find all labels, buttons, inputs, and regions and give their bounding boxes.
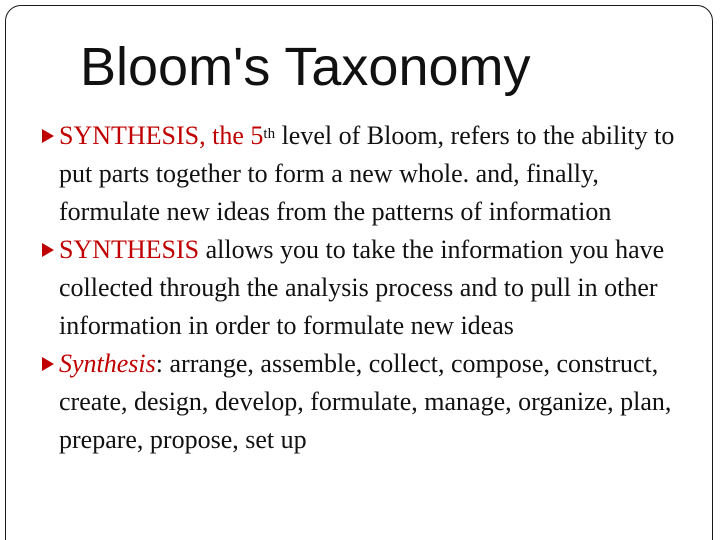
- bullet-item-3: [24, 345, 704, 459]
- bullet-3-keyword: Synthesis: [59, 349, 156, 378]
- bullet-3-text: : arrange, assemble, collect, compose, construct, create, design, develop, formulate, manage, organize, plan, prepare, propose, set up: [59, 349, 672, 454]
- red-triangle-bullet-icon: [42, 243, 54, 257]
- bullet-list: [24, 117, 704, 459]
- slide-title: Bloom's Taxonomy: [80, 37, 531, 97]
- red-triangle-bullet-icon: [42, 357, 54, 371]
- bullet-item-1: [24, 117, 704, 231]
- bullet-1-text: level of Bloom, refers to the ability to put parts together to form a new whole. and, finally, formulate new ideas from the patterns of information: [59, 121, 675, 226]
- bullet-1-lead: , the 5: [199, 121, 264, 150]
- bullet-2-text: allows you to take the information you have collected through the analysis process and to pull in other information in order to formulate new ideas: [59, 235, 665, 340]
- bullet-1-superscript: th: [263, 126, 276, 142]
- bullet-item-2: [24, 231, 704, 345]
- red-triangle-bullet-icon: [42, 129, 54, 143]
- bullet-2-keyword: SYNTHESIS: [59, 235, 200, 264]
- bullet-1-keyword: SYNTHESIS: [59, 121, 200, 150]
